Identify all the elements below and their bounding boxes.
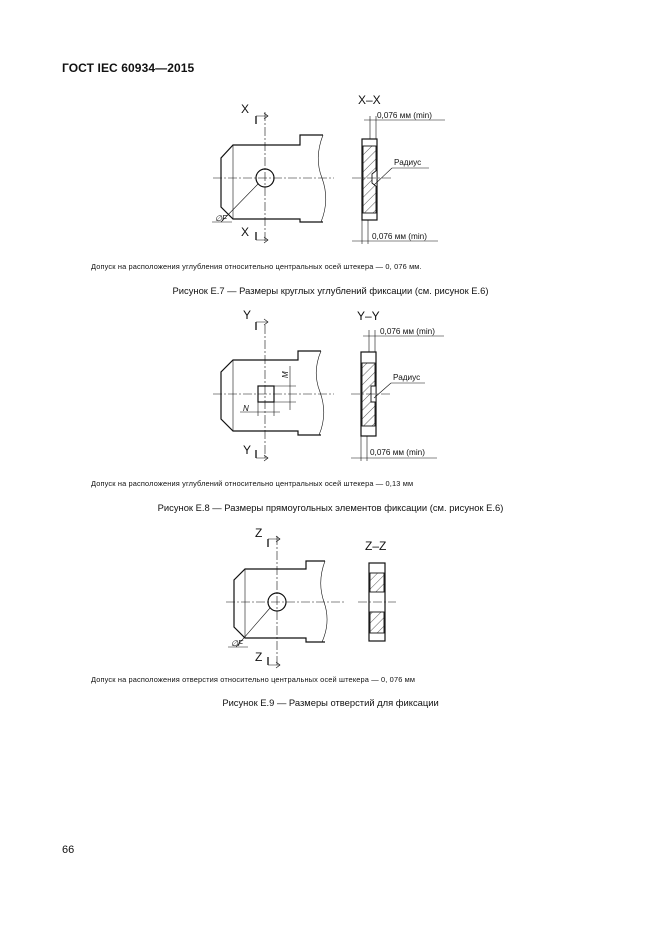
section-title: X–X: [358, 93, 381, 107]
section-mark-bottom: Z: [255, 650, 263, 664]
figure-e7-note: Допуск на расположения углубления относительно центральных осей штекера — 0, 076 мм.: [91, 262, 422, 271]
section-mark-top: X: [241, 102, 250, 116]
diameter-label: ∅F: [231, 639, 243, 648]
figure-e8-caption: Рисунок E.8 — Размеры прямоугольных элементов фиксации (см. рисунок E.6): [157, 502, 504, 513]
dimension-top-label: 0,076 мм (min): [380, 327, 435, 336]
m-dimension-label: M: [281, 371, 290, 378]
figure-e9-caption: Рисунок E.9 — Размеры отверстий для фиксации: [222, 697, 439, 708]
dimension-bottom-label: 0,076 мм (min): [372, 232, 427, 241]
figure-e9-note: Допуск на расположения отверстия относительно центральных осей штекера — 0, 076 мм: [91, 675, 416, 684]
figure-e8-drawing: [0, 303, 661, 468]
figure-e7-drawing: [0, 90, 661, 250]
section-mark-top: Y: [243, 308, 252, 322]
dimension-bottom-label: 0,076 мм (min): [370, 448, 425, 457]
section-mark-bottom: X: [241, 225, 250, 239]
radius-label: Радиус: [394, 158, 422, 167]
figure-e7-caption: Рисунок E.7 — Размеры круглых углублений фиксации (см. рисунок E.6): [172, 285, 489, 296]
diameter-label: ∅F: [215, 214, 227, 223]
dimension-top-label: 0,076 мм (min): [377, 111, 432, 120]
radius-label: Радиус: [393, 373, 421, 382]
n-dimension-label: N: [243, 404, 249, 413]
page-number: 66: [62, 844, 75, 856]
section-title: Y–Y: [357, 309, 380, 323]
section-mark-bottom: Y: [243, 443, 252, 457]
figure-e8-note: Допуск на расположения углублений относительно центральных осей штекера — 0,13 мм: [91, 479, 414, 488]
figure-e9-drawing: [0, 522, 661, 670]
section-title: Z–Z: [365, 539, 387, 553]
document-header: ГОСТ IEC 60934—2015: [62, 61, 195, 75]
section-mark-top: Z: [255, 526, 263, 540]
